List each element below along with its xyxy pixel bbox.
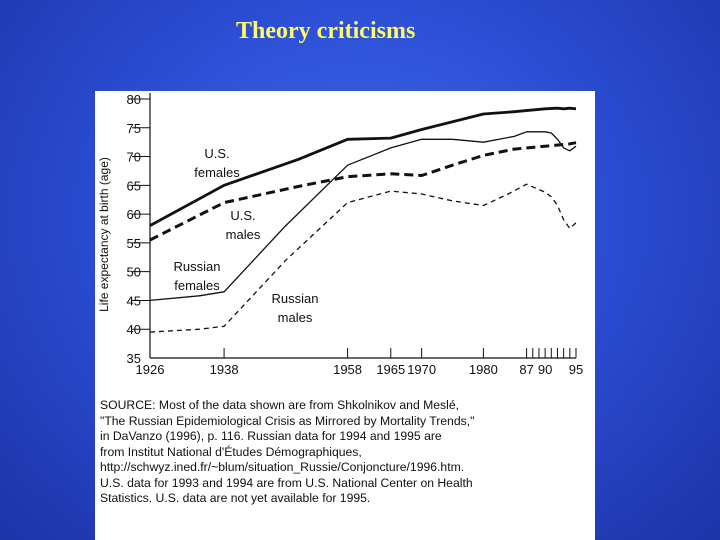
x-tick-label: 1958: [333, 362, 363, 377]
source-line: http://schwyz.ined.fr/~blum/situation_Russie/Conjoncture/1996.htm.: [100, 460, 465, 474]
y-tick-label: 75: [126, 120, 141, 136]
y-tick-label: 40: [126, 322, 141, 338]
y-tick-label: 50: [126, 264, 141, 280]
series-annotation: Russian: [173, 259, 221, 274]
source-line: in DaVanzo (1996), p. 116. Russian data for 1994 and 1995 are: [100, 429, 442, 443]
series-annotation: males: [225, 227, 261, 242]
x-tick-label: 1970: [407, 362, 437, 377]
chart-panel: [95, 91, 595, 540]
life-expectancy-chart: [95, 91, 595, 391]
source-note: [100, 398, 592, 507]
series-annotation: females: [194, 165, 240, 180]
x-tick-label: 95: [568, 362, 584, 377]
y-tick-label: 55: [126, 235, 141, 251]
series-annotation: Russian: [271, 291, 319, 306]
source-line: SOURCE: Most of the data shown are from Shkolnikov and Meslé,: [100, 398, 460, 412]
series-annotation: U.S.: [204, 146, 230, 161]
source-line: from Institut National d'Études Démographiques,: [100, 444, 362, 459]
x-tick-label: 1926: [135, 362, 165, 377]
series-annotation: males: [277, 310, 313, 325]
series-annotation: females: [174, 278, 220, 293]
x-tick-label: 1980: [468, 362, 498, 377]
source-line: Statistics. U.S. data are not yet available for 1995.: [100, 491, 371, 505]
y-axis-title: Life expectancy at birth (age): [97, 157, 111, 312]
x-tick-label: 1965: [376, 362, 406, 377]
y-tick-label: 70: [126, 149, 141, 165]
y-tick-label: 80: [126, 92, 141, 107]
series-annotation: U.S.: [230, 208, 256, 223]
x-tick-label: 90: [537, 362, 553, 377]
y-tick-label: 45: [126, 293, 141, 309]
slide-title: Theory criticisms: [236, 18, 416, 44]
y-tick-label: 60: [126, 207, 141, 223]
y-tick-label: 35: [126, 351, 141, 366]
x-tick-label: 1938: [209, 362, 239, 377]
y-tick-label: 65: [126, 178, 141, 194]
source-line: "The Russian Epidemiological Crisis as Mirrored by Mortality Trends,": [100, 413, 475, 428]
x-tick-label: 87: [519, 362, 534, 377]
source-line: U.S. data for 1993 and 1994 are from U.S. National Center on Health: [100, 475, 473, 490]
